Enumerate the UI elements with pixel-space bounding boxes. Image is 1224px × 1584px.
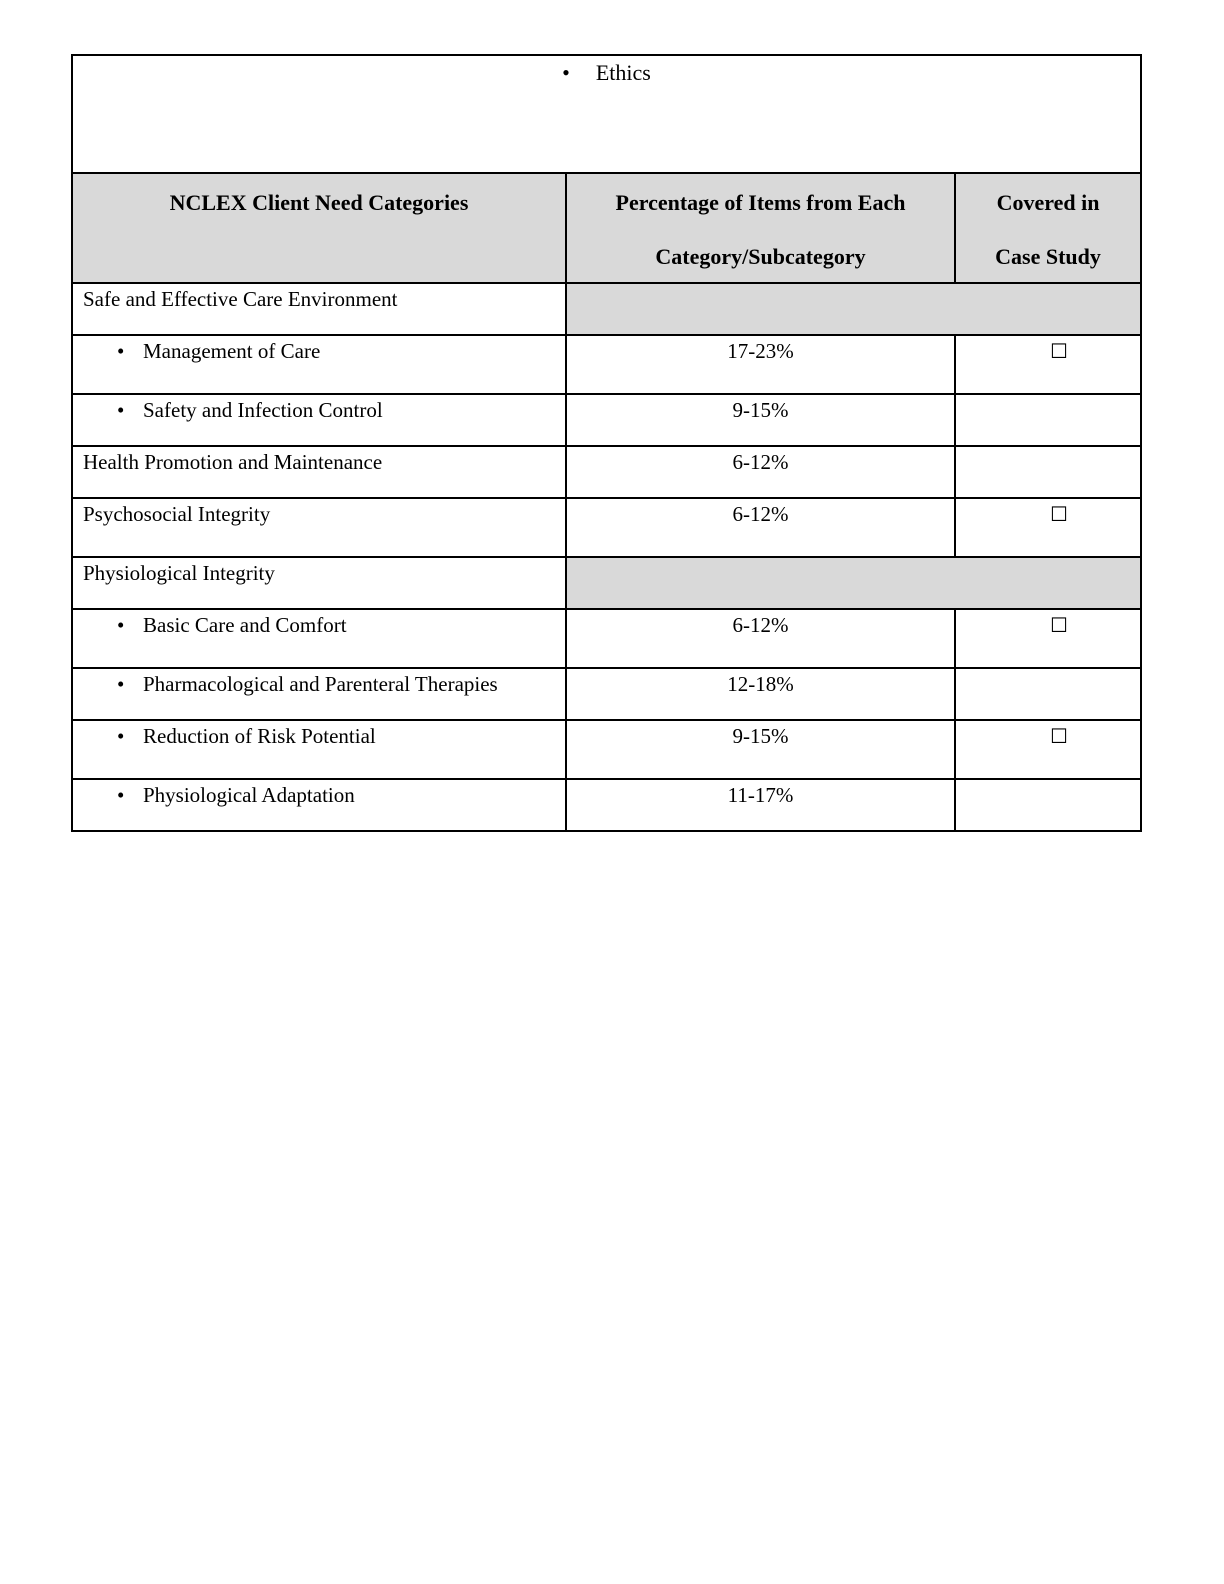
checkbox-icon: ☐ xyxy=(1050,724,1068,748)
percentage-cell: 9-15% xyxy=(567,395,956,445)
table-row xyxy=(73,282,1140,334)
header-covered-line1: Covered in xyxy=(996,190,1100,215)
bullet: • xyxy=(117,398,125,422)
header-percentage-line1: Percentage of Items from Each xyxy=(615,190,906,215)
header-percentage xyxy=(567,174,956,282)
table-row xyxy=(73,719,1140,778)
table-row xyxy=(73,608,1140,667)
category-label: Basic Care and Comfort xyxy=(143,613,347,637)
covered-cell xyxy=(956,336,1140,393)
table-row xyxy=(73,556,1140,608)
header-categories: NCLEX Client Need Categories xyxy=(73,174,567,282)
table-row xyxy=(73,778,1140,830)
header-covered-line2: Case Study xyxy=(995,244,1101,269)
bullet: • xyxy=(117,613,125,637)
percentage-cell: 6-12% xyxy=(567,447,956,497)
bullet: • xyxy=(117,672,125,696)
covered-cell xyxy=(956,395,1140,445)
category-cell xyxy=(73,610,567,667)
category-cell xyxy=(73,721,567,778)
category-cell xyxy=(73,780,567,830)
table-row xyxy=(73,393,1140,445)
checkbox-icon: ☐ xyxy=(1050,613,1068,637)
table-row xyxy=(73,334,1140,393)
category-label: Management of Care xyxy=(143,339,321,363)
bullet: • xyxy=(117,783,125,807)
covered-cell xyxy=(956,721,1140,778)
header-covered xyxy=(956,174,1140,282)
covered-cell xyxy=(956,499,1140,556)
percentage-cell: 6-12% xyxy=(567,499,956,556)
group-shaded-cell xyxy=(567,558,1140,608)
category-cell xyxy=(73,336,567,393)
category-cell xyxy=(73,395,567,445)
category-cell xyxy=(73,669,567,719)
percentage-cell: 9-15% xyxy=(567,721,956,778)
bullet: • xyxy=(117,339,125,363)
nclex-table xyxy=(71,54,1142,832)
covered-cell xyxy=(956,610,1140,667)
category-cell: Health Promotion and Maintenance xyxy=(73,447,567,497)
bullet: • xyxy=(562,60,570,85)
percentage-cell: 17-23% xyxy=(567,336,956,393)
covered-cell xyxy=(956,447,1140,497)
checkbox-icon: ☐ xyxy=(1050,502,1068,526)
category-label: Reduction of Risk Potential xyxy=(143,724,376,748)
header-percentage-line2: Category/Subcategory xyxy=(655,244,866,269)
percentage-cell: 6-12% xyxy=(567,610,956,667)
table-row xyxy=(73,497,1140,556)
covered-cell xyxy=(956,780,1140,830)
bullet: • xyxy=(117,724,125,748)
table-header-row xyxy=(73,172,1140,282)
category-cell: Safe and Effective Care Environment xyxy=(73,284,567,334)
category-label: Pharmacological and Parenteral Therapies xyxy=(143,672,498,696)
ethics-row xyxy=(73,56,1140,172)
category-label: Safety and Infection Control xyxy=(143,398,383,422)
group-shaded-cell xyxy=(567,284,1140,334)
table-row xyxy=(73,445,1140,497)
table-row xyxy=(73,667,1140,719)
percentage-cell: 12-18% xyxy=(567,669,956,719)
category-cell: Psychosocial Integrity xyxy=(73,499,567,556)
category-label: Physiological Adaptation xyxy=(143,783,355,807)
covered-cell xyxy=(956,669,1140,719)
category-cell: Physiological Integrity xyxy=(73,558,567,608)
ethics-text: Ethics xyxy=(595,60,651,85)
percentage-cell: 11-17% xyxy=(567,780,956,830)
checkbox-icon: ☐ xyxy=(1050,339,1068,363)
